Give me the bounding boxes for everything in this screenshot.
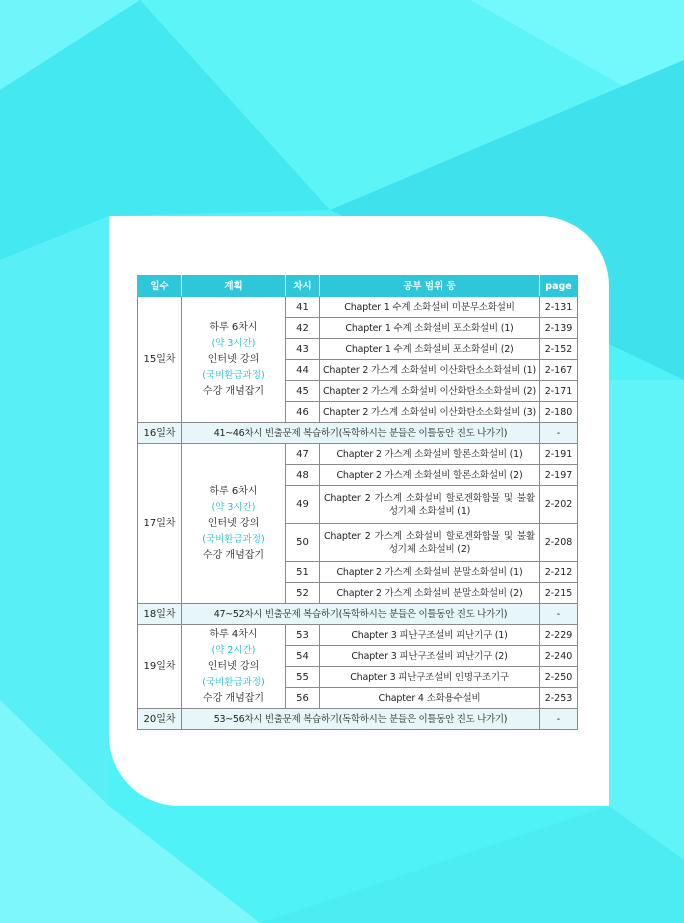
day-cell: 17일차	[138, 444, 182, 604]
session-number: 46	[286, 402, 320, 423]
plan-line: 하루 6차시	[209, 485, 258, 497]
scope-cell: Chapter 1 수계 소화설비 포소화설비 (2)	[320, 339, 540, 360]
review-text: 41~46차시 빈출문제 복습하기(독학하시는 분들은 이틀동안 진도 나가기)	[182, 423, 540, 444]
session-row	[138, 297, 578, 318]
scope-cell: Chapter 2 가스계 소화설비 이산화탄소소화설비 (1)	[320, 360, 540, 381]
scope-cell: Chapter 3 피난구조설비 피난기구 (1)	[320, 625, 540, 646]
plan-line: 인터넷 강의	[207, 353, 260, 365]
page-cell: 2-139	[540, 318, 578, 339]
session-number: 44	[286, 360, 320, 381]
day-cell: 16일차	[138, 423, 182, 444]
table-body	[138, 297, 578, 730]
session-number: 43	[286, 339, 320, 360]
session-number: 45	[286, 381, 320, 402]
page-cell: 2-208	[540, 524, 578, 562]
scope-cell: Chapter 2 가스계 소화설비 할로겐화합물 및 불활성기체 소화설비 (2)	[320, 524, 540, 562]
page-cell: -	[540, 709, 578, 730]
page-cell: 2-215	[540, 583, 578, 604]
plan-line: 수강 개념잡기	[202, 385, 265, 397]
page-cell: 2-197	[540, 465, 578, 486]
scope-cell: Chapter 1 수계 소화설비 포소화설비 (1)	[320, 318, 540, 339]
col-header-day: 일수	[138, 276, 182, 297]
scope-cell: Chapter 2 가스계 소화설비 할로겐화합물 및 불활성기체 소화설비 (1)	[320, 486, 540, 524]
scope-cell: Chapter 2 가스계 소화설비 분말소화설비 (1)	[320, 562, 540, 583]
table-header-row	[138, 276, 578, 297]
scope-cell: Chapter 2 가스계 소화설비 이산화탄소소화설비 (2)	[320, 381, 540, 402]
page-cell: 2-191	[540, 444, 578, 465]
plan-line: (약 2시간)	[211, 644, 256, 656]
scope-cell: Chapter 4 소화용수설비	[320, 688, 540, 709]
review-row	[138, 709, 578, 730]
session-number: 54	[286, 646, 320, 667]
scope-cell: Chapter 2 가스계 소화설비 분말소화설비 (2)	[320, 583, 540, 604]
plan-line: 인터넷 강의	[207, 517, 260, 529]
plan-line: (국비환급과정)	[202, 369, 265, 381]
plan-line: 수강 개념잡기	[202, 692, 265, 704]
session-number: 52	[286, 583, 320, 604]
study-plan-table	[137, 275, 578, 730]
plan-line: 하루 6차시	[209, 321, 258, 333]
col-header-scope: 공부 범위 등	[320, 276, 540, 297]
page-cell: 2-167	[540, 360, 578, 381]
page-cell: 2-180	[540, 402, 578, 423]
scope-cell: Chapter 2 가스계 소화설비 할론소화설비 (1)	[320, 444, 540, 465]
day-cell: 15일차	[138, 297, 182, 423]
day-cell: 18일차	[138, 604, 182, 625]
page-cell: 2-171	[540, 381, 578, 402]
page-cell: 2-229	[540, 625, 578, 646]
plan-cell	[182, 444, 286, 604]
session-number: 51	[286, 562, 320, 583]
scope-cell: Chapter 3 피난구조설비 인명구조기구	[320, 667, 540, 688]
scope-cell: Chapter 2 가스계 소화설비 이산화탄소소화설비 (3)	[320, 402, 540, 423]
review-text: 47~52차시 빈출문제 복습하기(독학하시는 분들은 이틀동안 진도 나가기)	[182, 604, 540, 625]
page-cell: -	[540, 423, 578, 444]
col-header-page: page	[540, 276, 578, 297]
col-header-plan: 계획	[182, 276, 286, 297]
session-number: 41	[286, 297, 320, 318]
col-header-session: 차시	[286, 276, 320, 297]
page-cell: 2-212	[540, 562, 578, 583]
session-number: 47	[286, 444, 320, 465]
plan-cell	[182, 625, 286, 709]
page-cell: 2-131	[540, 297, 578, 318]
day-cell: 20일차	[138, 709, 182, 730]
day-cell: 19일차	[138, 625, 182, 709]
page-cell: 2-240	[540, 646, 578, 667]
plan-line: 수강 개념잡기	[202, 549, 265, 561]
review-text: 53~56차시 빈출문제 복습하기(독학하시는 분들은 이틀동안 진도 나가기)	[182, 709, 540, 730]
page-cell: 2-202	[540, 486, 578, 524]
session-number: 50	[286, 524, 320, 562]
review-row	[138, 604, 578, 625]
scope-cell: Chapter 2 가스계 소화설비 할론소화설비 (2)	[320, 465, 540, 486]
plan-line: (약 3시간)	[211, 501, 256, 513]
plan-cell	[182, 297, 286, 423]
page-cell: 2-250	[540, 667, 578, 688]
session-number: 55	[286, 667, 320, 688]
page-cell: 2-253	[540, 688, 578, 709]
session-number: 48	[286, 465, 320, 486]
plan-line: 하루 4차시	[209, 628, 258, 640]
session-row	[138, 444, 578, 465]
review-row	[138, 423, 578, 444]
session-number: 56	[286, 688, 320, 709]
session-number: 49	[286, 486, 320, 524]
session-number: 42	[286, 318, 320, 339]
session-number: 53	[286, 625, 320, 646]
plan-line: (국비환급과정)	[202, 676, 265, 688]
plan-line: 인터넷 강의	[207, 660, 260, 672]
page-cell: -	[540, 604, 578, 625]
plan-line: (국비환급과정)	[202, 533, 265, 545]
scope-cell: Chapter 1 수계 소화설비 미분무소화설비	[320, 297, 540, 318]
session-row	[138, 625, 578, 646]
page-cell: 2-152	[540, 339, 578, 360]
scope-cell: Chapter 3 피난구조설비 피난기구 (2)	[320, 646, 540, 667]
plan-line: (약 3시간)	[211, 337, 256, 349]
